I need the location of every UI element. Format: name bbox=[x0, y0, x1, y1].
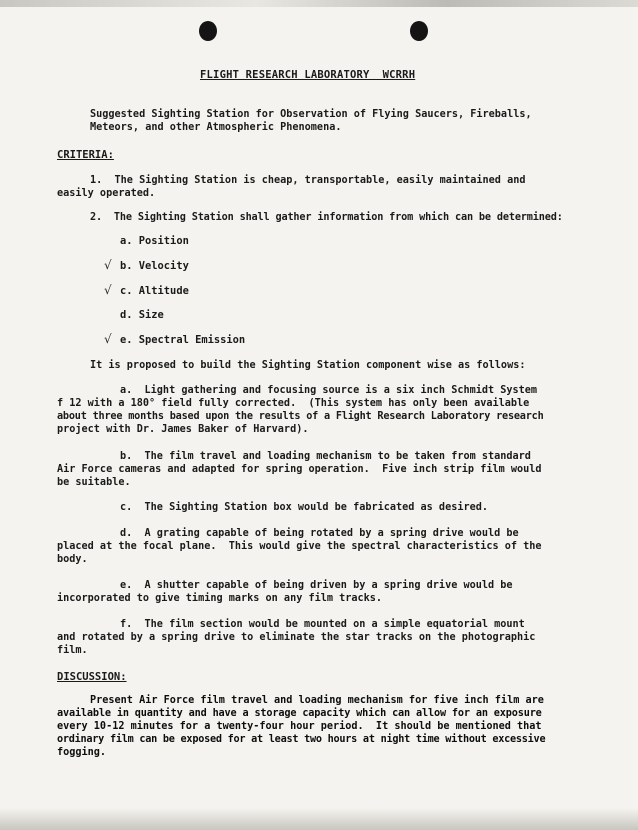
component-b-line-3: be suitable. bbox=[57, 477, 131, 488]
component-a-line-1: a. Light gathering and focusing source is a six inch Schmidt System bbox=[120, 385, 538, 396]
criteria-item-1-line-1: 1. The Sighting Station is cheap, transportable, easily maintained and bbox=[90, 175, 526, 186]
component-f-line-2: and rotated by a spring drive to eliminate the star tracks on the photographic bbox=[57, 632, 536, 643]
punch-hole-left bbox=[199, 21, 217, 41]
subitem-e: e. Spectral Emission bbox=[120, 334, 246, 346]
criteria-item-1-line-2: easily operated. bbox=[57, 188, 156, 199]
component-a-line-4: project with Dr. James Baker of Harvard). bbox=[57, 424, 309, 435]
component-d-line-1: d. A grating capable of being rotated by a spring drive would be bbox=[120, 528, 519, 539]
criteria-item-2: 2. The Sighting Station shall gather information from which can be determined: bbox=[90, 212, 563, 223]
intro-line-2: Meteors, and other Atmospheric Phenomena. bbox=[90, 122, 342, 133]
check-mark-velocity: √ bbox=[104, 258, 112, 272]
component-c-line-1: c. The Sighting Station box would be fabricated as desired. bbox=[120, 502, 489, 513]
discussion-line-2: available in quantity and have a storage capacity which can allow for an exposure bbox=[57, 708, 542, 719]
subitem-b: b. Velocity bbox=[120, 260, 189, 272]
punch-hole-right bbox=[410, 21, 428, 41]
component-f-line-1: f. The film section would be mounted on a simple equatorial mount bbox=[120, 619, 525, 630]
component-e-line-2: incorporated to give timing marks on any film tracks. bbox=[57, 593, 383, 604]
check-mark-altitude: √ bbox=[104, 283, 112, 297]
component-d-line-2: placed at the focal plane. This would give the spectral characteristics of the bbox=[57, 541, 542, 552]
discussion-line-1: Present Air Force film travel and loading mechanism for five inch film are bbox=[90, 695, 544, 706]
subitem-a: a. Position bbox=[120, 235, 189, 247]
proposal-line: It is proposed to build the Sighting Station component wise as follows: bbox=[90, 360, 526, 371]
component-f-line-3: film. bbox=[57, 645, 88, 656]
component-a-line-3: about three months based upon the results of a Flight Research Laboratory research bbox=[57, 411, 544, 422]
check-mark-spectral: √ bbox=[104, 332, 112, 346]
document-title: FLIGHT RESEARCH LABORATORY WCRRH bbox=[200, 69, 416, 81]
scan-top-edge bbox=[0, 0, 638, 7]
subitem-c: c. Altitude bbox=[120, 285, 189, 297]
scan-bottom-edge bbox=[0, 808, 638, 830]
subitem-d: d. Size bbox=[120, 309, 164, 321]
component-a-line-2: f 12 with a 180° field fully corrected. (This system has only been available bbox=[57, 398, 530, 409]
discussion-line-4: ordinary film can be exposed for at least two hours at night time without excessive bbox=[57, 734, 546, 745]
component-b-line-2: Air Force cameras and adapted for spring operation. Five inch strip film would bbox=[57, 464, 542, 475]
criteria-heading: CRITERIA: bbox=[57, 149, 114, 161]
component-b-line-1: b. The film travel and loading mechanism to be taken from standard bbox=[120, 451, 531, 462]
discussion-line-3: every 10-12 minutes for a twenty-four hour period. It should be mentioned that bbox=[57, 721, 542, 732]
discussion-heading: DISCUSSION: bbox=[57, 671, 127, 683]
component-d-line-3: body. bbox=[57, 554, 88, 565]
component-e-line-1: e. A shutter capable of being driven by a spring drive would be bbox=[120, 580, 513, 591]
intro-line-1: Suggested Sighting Station for Observation of Flying Saucers, Fireballs, bbox=[90, 109, 532, 120]
discussion-line-5: fogging. bbox=[57, 747, 107, 758]
